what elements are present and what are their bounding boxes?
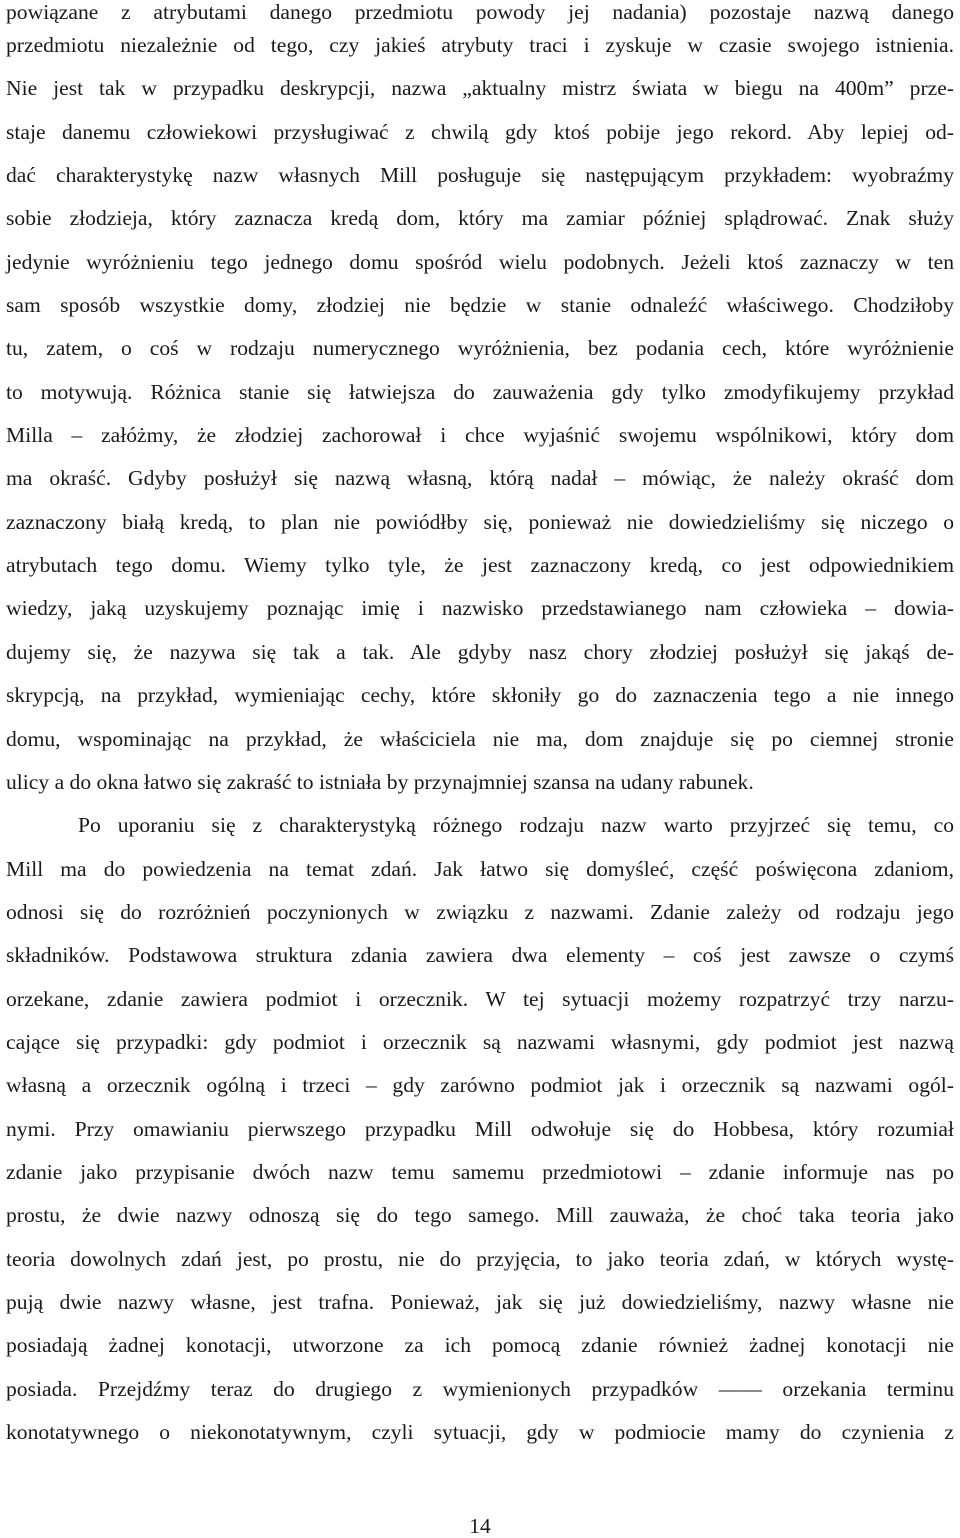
text-line: składników. Podstawowa struktura zdania zawiera dwa elementy – coś jest zawsze o czymś [6,943,954,968]
text-line: to motywują. Różnica stanie się łatwiejsza do zauważenia gdy tylko zmodyfikujemy przykład [6,379,954,404]
text-line: Nie jest tak w przypadku deskrypcji, nazwa „aktualny mistrz świata w biegu na 400m” prze- [6,76,954,101]
text-line: konotatywnego o niekonotatywnym, czyli sytuacji, gdy w podmiocie mamy do czynienia z [6,1420,954,1444]
text-line: powiązane z atrybutami danego przedmiotu powody jej nadania) pozostaje nazwą danego [6,0,954,24]
text-line: własną a orzecznik ogólną i trzeci – gdy zarówno podmiot jak i orzecznik są nazwami ogól- [6,1073,954,1098]
text-line: tu, zatem, o coś w rodzaju numerycznego wyróżnienia, bez podania cech, które wyróżnienie [6,336,954,361]
body-text [6,0,954,1454]
text-line: Mill ma do powiedzenia na temat zdań. Jak łatwo się domyśleć, część poświęcona zdaniom, [6,856,954,881]
text-line: nymi. Przy omawianiu pierwszego przypadku Mill odwołuje się do Hobbesa, który rozumiał [6,1116,954,1141]
text-line: dujemy się, że nazywa się tak a tak. Ale gdyby nasz chory złodziej posłużył się jakąś de- [6,639,954,664]
text-line: ma okraść. Gdyby posłużył się nazwą własną, którą nadał – mówiąc, że należy okraść dom [6,466,954,491]
text-line: atrybutach tego domu. Wiemy tylko tyle, że jest zaznaczony kredą, co jest odpowiednikiem [6,553,954,578]
text-line: ulicy a do okna łatwo się zakraść to istniała by przynajmniej szansa na udany rabunek. [6,769,754,794]
text-line: zaznaczony białą kredą, to plan nie powiódłby się, ponieważ nie dowiedzieliśmy się niczego o [6,509,954,534]
text-line: staje danemu człowiekowi przysługiwać z chwilą gdy ktoś pobije jego rekord. Aby lepiej od- [6,119,954,144]
text-line: zdanie jako przypisanie dwóch nazw temu samemu przedmiotowi – zdanie informuje nas po [6,1159,954,1184]
text-line: sobie złodzieja, który zaznacza kredą dom, który ma zamiar później splądrować. Znak służy [6,206,954,231]
paragraph [6,804,954,1454]
text-line: jedynie wyróżnieniu tego jednego domu spośród wielu podobnych. Jeżeli ktoś zaznaczy w ten [6,249,954,274]
text-line: domu, wspominając na przykład, że właściciela nie ma, dom znajduje się po ciemnej stronie [6,726,954,751]
text-line: Milla – załóżmy, że złodziej zachorował i chce wyjaśnić swojemu wspólnikowi, który dom [6,423,954,448]
page-number: 14 [469,1514,491,1538]
text-line: prostu, że dwie nazwy odnoszą się do tego samego. Mill zauważa, że choć taka teoria jako [6,1203,954,1228]
text-line: sam sposób wszystkie domy, złodziej nie będzie w stanie odnaleźć właściwego. Chodziłoby [6,293,954,318]
text-line: orzekane, zdanie zawiera podmiot i orzecznik. W tej sytuacji możemy rozpatrzyć trzy narzu- [6,986,954,1011]
text-line: skrypcją, na przykład, wymieniając cechy, które skłoniły go do zaznaczenia tego a nie innego [6,683,954,708]
text-line: przedmiotu niezależnie od tego, czy jakieś atrybuty traci i zyskuje w czasie swojego istnienia. [6,33,954,57]
text-line: posiadają żadnej konotacji, utworzone za ich pomocą zdanie również żadnej konotacji nie [6,1333,954,1358]
text-line: posiada. Przejdźmy teraz do drugiego z wymienionych przypadków —— orzekania terminu [6,1376,954,1401]
text-line: odnosi się do rozróżnień poczynionych w związku z nazwami. Zdanie zależy od rodzaju jego [6,899,954,924]
text-line: dać charakterystykę nazw własnych Mill posługuje się następującym przykładem: wyobraźmy [6,163,954,188]
text-line: pują dwie nazwy własne, jest trafna. Ponieważ, jak się już dowiedzieliśmy, nazwy własne nie [6,1289,954,1314]
text-line: wiedzy, jaką uzyskujemy poznając imię i nazwisko przedstawianego nam człowieka – dowia- [6,596,954,621]
text-line: cające się przypadki: gdy podmiot i orzecznik są nazwami własnymi, gdy podmiot jest nazwą [6,1029,954,1054]
text-line: Po uporaniu się z charakterystyką różnego rodzaju nazw warto przyjrzeć się temu, co [78,813,954,838]
paragraph [6,0,954,804]
text-line: teoria dowolnych zdań jest, po prostu, nie do przyjęcia, to jako teoria zdań, w których wystę- [6,1246,954,1271]
